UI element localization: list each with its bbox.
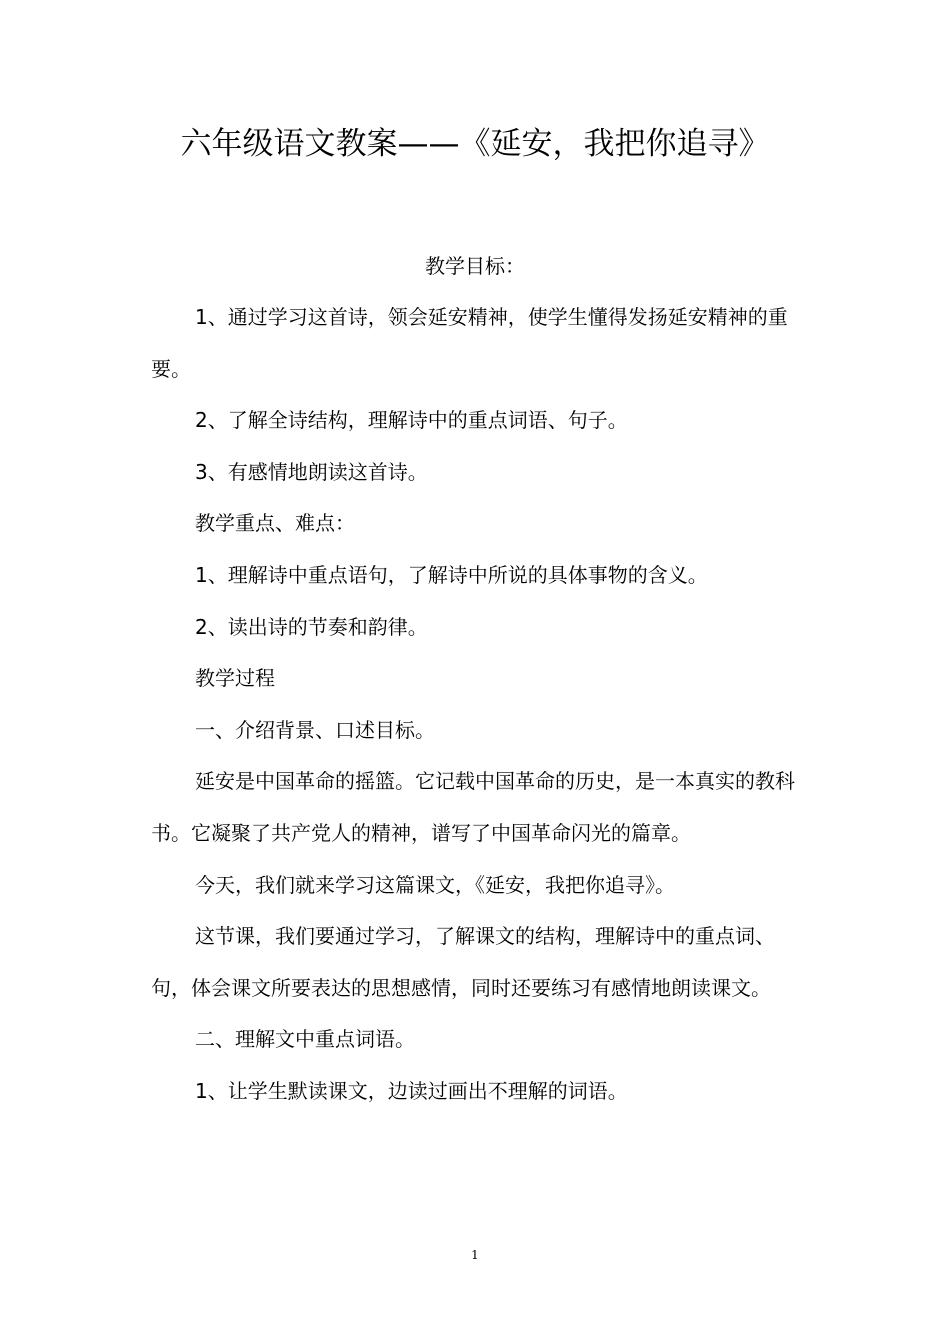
paragraph-objective-1: 1、通过学习这首诗，领会延安精神，使学生懂得发扬延安精神的重要。 bbox=[151, 305, 788, 381]
paragraph-today: 今天，我们就来学习这篇课文，《延安，我把你追寻》。 bbox=[195, 872, 675, 897]
paragraph-key-point-2: 2、读出诗的节奏和韵律。 bbox=[195, 614, 428, 639]
objectives-heading: 教学目标： bbox=[425, 254, 525, 278]
key-points-heading: 教学重点、难点： bbox=[195, 511, 355, 536]
process-heading: 教学过程 bbox=[195, 666, 275, 691]
step-2-heading: 二、理解文中重点词语。 bbox=[195, 1027, 415, 1052]
page-number: 1 bbox=[471, 1248, 479, 1262]
paragraph-objective-3: 3、有感情地朗读这首诗。 bbox=[195, 459, 428, 484]
step-1-heading: 一、介绍背景、口述目标。 bbox=[195, 717, 435, 742]
paragraph-lesson-goal: 这节课，我们要通过学习，了解课文的结构，理解诗中的重点词、句，体会课文所要表达的思想感情，同时还要练习有感情地朗读课文。 bbox=[151, 924, 775, 1000]
paragraph-objective-2: 2、了解全诗结构，理解诗中的重点词语、句子。 bbox=[195, 408, 628, 433]
paragraph-key-point-1: 1、理解诗中重点语句，了解诗中所说的具体事物的含义。 bbox=[195, 562, 708, 587]
document-body bbox=[151, 292, 803, 1118]
document-title: 六年级语文教案——《延安，我把你追寻》 bbox=[180, 126, 770, 162]
paragraph-silent-reading: 1、让学生默读课文，边读过画出不理解的词语。 bbox=[195, 1078, 628, 1103]
paragraph-background: 延安是中国革命的摇篮。它记载中国革命的历史，是一本真实的教科书。它凝聚了共产党人的精神，谱写了中国革命闪光的篇章。 bbox=[151, 769, 795, 845]
